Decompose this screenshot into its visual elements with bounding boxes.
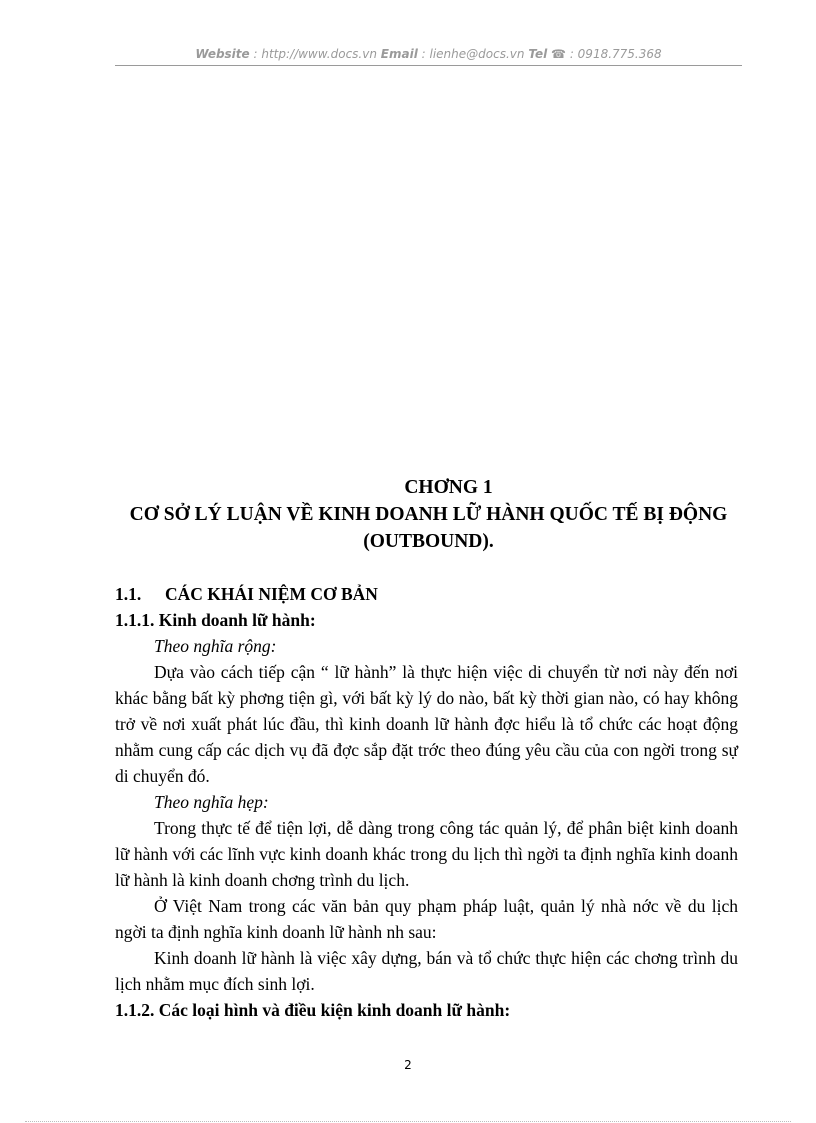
broad-meaning-label: Theo nghĩa rộng: xyxy=(154,636,277,656)
chapter-title: CƠ SỞ LÝ LUẬN VỀ KINH DOANH LỮ HÀNH QUỐC TẾ BỊ ĐỘNG (OUTBOUND). xyxy=(129,504,728,552)
section-heading xyxy=(115,581,738,607)
broad-meaning-paragraph: Dựa vào cách tiếp cận “ lữ hành” là thực hiện việc di chuyển từ nơi này đến nơi khác bằng bất kỳ phơng tiện gì, với bất kỳ lý do nào, bất kỳ thời gian nào, có hay không trở về nơi xuất phát lúc đầu, thì kinh doanh lữ hành đợc hiểu là tổ chức các hoạt động nhằm cung cấp các dịch vụ đã đợc sắp đặt trớc theo đúng yêu cầu của con ngời trong sự di chuyển đó. xyxy=(115,662,738,786)
footer-divider xyxy=(25,1121,791,1122)
vietnam-definition-paragraph: Ở Việt Nam trong các văn bản quy phạm pháp luật, quản lý nhà nớc về du lịch ngời ta định nghĩa kinh doanh lữ hành nh sau: xyxy=(115,896,738,942)
header-divider xyxy=(115,65,742,66)
email-value: : lienhe@docs.vn xyxy=(421,47,525,61)
narrow-meaning-label: Theo nghĩa hẹp: xyxy=(154,792,269,812)
page-header xyxy=(115,47,742,61)
chapter-number: CHƠNG 1 xyxy=(404,477,493,498)
definition-paragraph: Kinh doanh lữ hành là việc xây dựng, bán và tổ chức thực hiện các chơng trình du lịch nhằm mục đích sinh lợi. xyxy=(115,948,738,994)
website-label: Website xyxy=(195,47,250,61)
tel-value: : 0918.775.368 xyxy=(569,47,662,61)
website-value: : http://www.docs.vn xyxy=(253,47,377,61)
subsection-heading-2: 1.1.2. Các loại hình và điều kiện kinh doanh lữ hành: xyxy=(115,1000,511,1020)
section-number: 1.1. xyxy=(115,584,142,604)
subsection-heading-1: 1.1.1. Kinh doanh lữ hành: xyxy=(115,610,316,630)
email-label: Email xyxy=(380,47,418,61)
narrow-meaning-paragraph: Trong thực tế để tiện lợi, dễ dàng trong công tác quản lý, để phân biệt kinh doanh lữ hành với các lĩnh vực kinh doanh khác trong du lịch thì ngời ta định nghĩa kinh doanh lữ hành là kinh doanh chơng trình du lịch. xyxy=(115,818,738,890)
tel-label: Tel xyxy=(528,47,548,61)
phone-icon: ☎ xyxy=(551,47,566,61)
page-number: 2 xyxy=(404,1058,412,1072)
section-title: CÁC KHÁI NIỆM CƠ BẢN xyxy=(165,584,378,604)
document-body xyxy=(115,581,738,1023)
chapter-heading xyxy=(115,474,742,555)
